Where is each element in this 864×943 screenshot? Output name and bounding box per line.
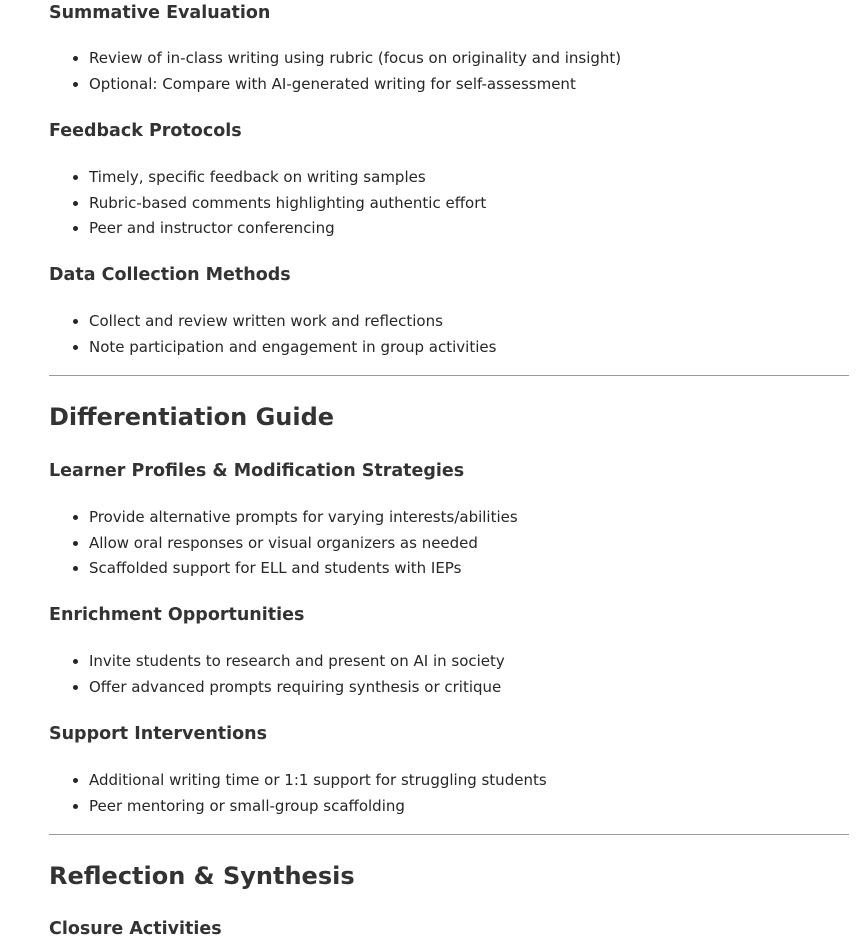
- list-support-interventions: [49, 768, 864, 819]
- list-item: • Collect and review written work and reflections: [89, 309, 864, 335]
- heading-differentiation-guide: Differentiation Guide: [49, 403, 335, 431]
- list-feedback-protocols: [49, 165, 864, 242]
- section-divider: [49, 834, 849, 835]
- list-learner-profiles: [49, 505, 864, 582]
- heading-reflection-synthesis: Reflection & Synthesis: [49, 862, 355, 890]
- heading-data-collection-methods: Data Collection Methods: [49, 265, 291, 285]
- section-divider: [49, 375, 849, 376]
- list-item: • Optional: Compare with AI-generated writing for self-assessment: [89, 72, 864, 98]
- heading-learner-profiles: Learner Profiles & Modification Strategies: [49, 461, 465, 481]
- list-item: • Scaffolded support for ELL and students with IEPs: [89, 556, 864, 582]
- list-item: • Additional writing time or 1:1 support for struggling students: [89, 768, 864, 794]
- list-enrichment-opportunities: [49, 649, 864, 700]
- list-item: • Note participation and engagement in group activities: [89, 335, 864, 361]
- list-item: • Offer advanced prompts requiring synthesis or critique: [89, 675, 864, 701]
- list-item: • Provide alternative prompts for varying interests/abilities: [89, 505, 864, 531]
- heading-feedback-protocols: Feedback Protocols: [49, 121, 242, 141]
- list-item: • Timely, specific feedback on writing samples: [89, 165, 864, 191]
- list-item: • Allow oral responses or visual organizers as needed: [89, 531, 864, 557]
- heading-summative-evaluation: Summative Evaluation: [49, 3, 271, 23]
- list-item: • Invite students to research and present on AI in society: [89, 649, 864, 675]
- list-item: • Rubric-based comments highlighting authentic effort: [89, 191, 864, 217]
- list-data-collection-methods: [49, 309, 864, 360]
- list-item: • Peer and instructor conferencing: [89, 216, 864, 242]
- heading-support-interventions: Support Interventions: [49, 724, 268, 744]
- heading-closure-activities: Closure Activities: [49, 919, 222, 939]
- list-item: • Review of in-class writing using rubric (focus on originality and insight): [89, 46, 864, 72]
- list-item: • Peer mentoring or small-group scaffolding: [89, 794, 864, 820]
- heading-enrichment-opportunities: Enrichment Opportunities: [49, 605, 305, 625]
- list-summative-evaluation: [49, 46, 864, 97]
